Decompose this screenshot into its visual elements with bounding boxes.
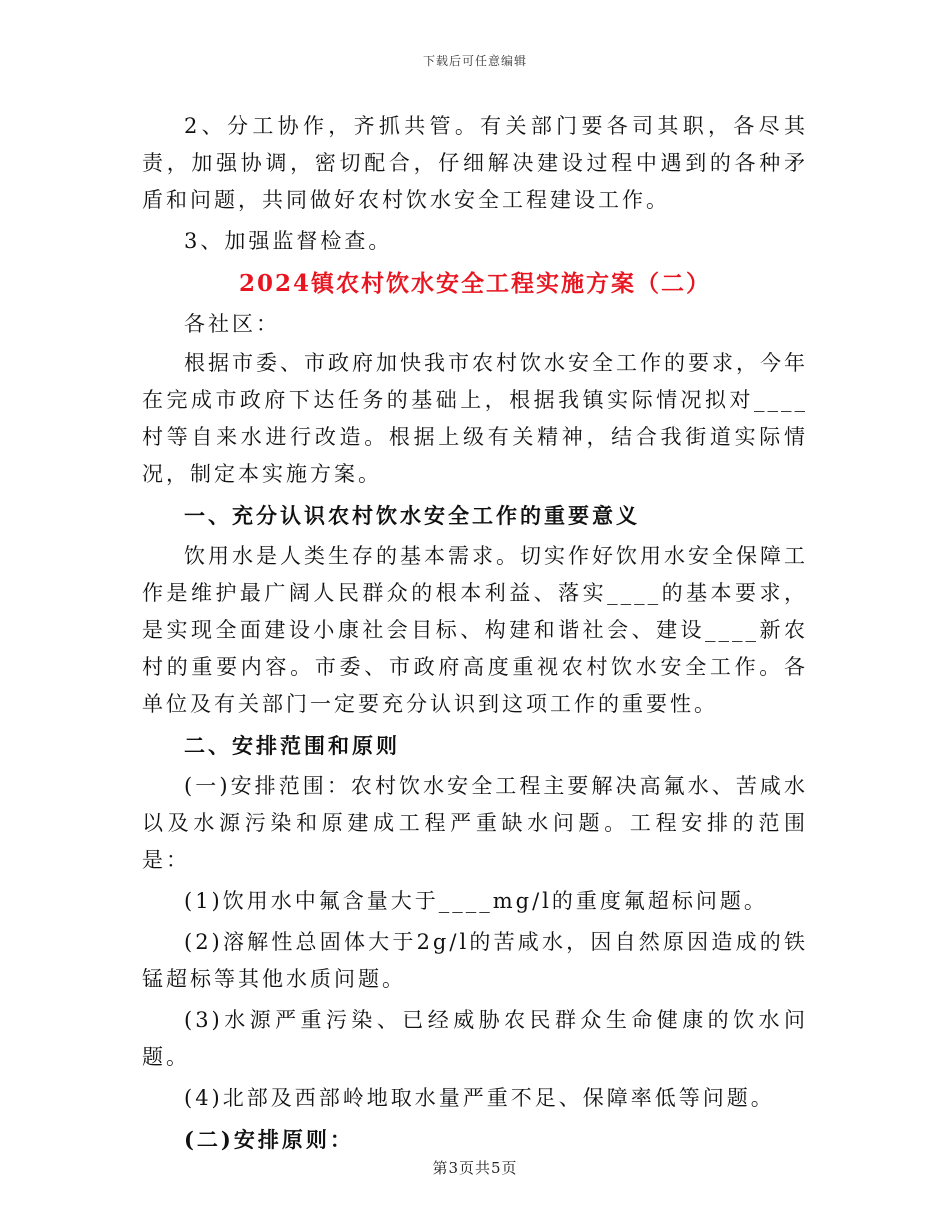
section-heading-1: 一、充分认识农村饮水安全工作的重要意义 — [184, 503, 640, 528]
paragraph-importance: 饮用水是人类生存的基本需求。切实作好饮用水安全保障工作是维护最广阔人民群众的根本利益、落实____的基本要求，是实现全面建设小康社会目标、构建和谐社会、建设____新农村的重要内容。市委、市政府高度重视农村饮水安全工作。各单位及有关部门一定要充分认识到这项工作的重要性。 — [142, 544, 808, 716]
page-header-note: 下载后可任意编辑 — [422, 54, 527, 68]
paragraph-division-of-labor: 2、分工协作，齐抓共管。有关部门要各司其职，各尽其责，加强协调，密切配合，仔细解决建设过程中遇到的各种矛盾和问题，共同做好农村饮水安全工程建设工作。 — [142, 114, 808, 212]
page-number-footer: 第3页共5页 — [432, 1159, 518, 1177]
document-body — [142, 108, 808, 1162]
scope-item-2: (2)溶解性总固体大于2g/l的苦咸水，因自然原因造成的铁锰超标等其他水质问题。 — [142, 930, 808, 991]
scope-item-1: (1)饮用水中氟含量大于____mg/l的重度氟超标问题。 — [184, 889, 768, 913]
paragraph-intro: 根据市委、市政府加快我市农村饮水安全工作的要求，今年在完成市政府下达任务的基础上，根据我镇实际情况拟对____村等自来水进行改造。根据上级有关精神，结合我街道实际情况，制定本实施方案。 — [142, 351, 808, 486]
section-heading-2: 二、安排范围和原则 — [184, 733, 400, 758]
document-title: 2024镇农村饮水安全工程实施方案（二） — [238, 270, 711, 297]
subsection-heading-principles: (二)安排原则： — [184, 1127, 354, 1152]
paragraph-supervision: 3、加强监督检查。 — [184, 229, 393, 253]
scope-item-3: (3)水源严重污染、已经威胁农民群众生命健康的饮水问题。 — [142, 1008, 808, 1069]
scope-item-4: (4)北部及西部岭地取水量严重不足、保障率低等问题。 — [184, 1086, 775, 1110]
paragraph-scope: (一)安排范围：农村饮水安全工程主要解决高氟水、苦咸水以及水源污染和原建成工程严重缺水问题。工程安排的范围是： — [142, 774, 808, 872]
salutation: 各社区： — [184, 312, 280, 336]
